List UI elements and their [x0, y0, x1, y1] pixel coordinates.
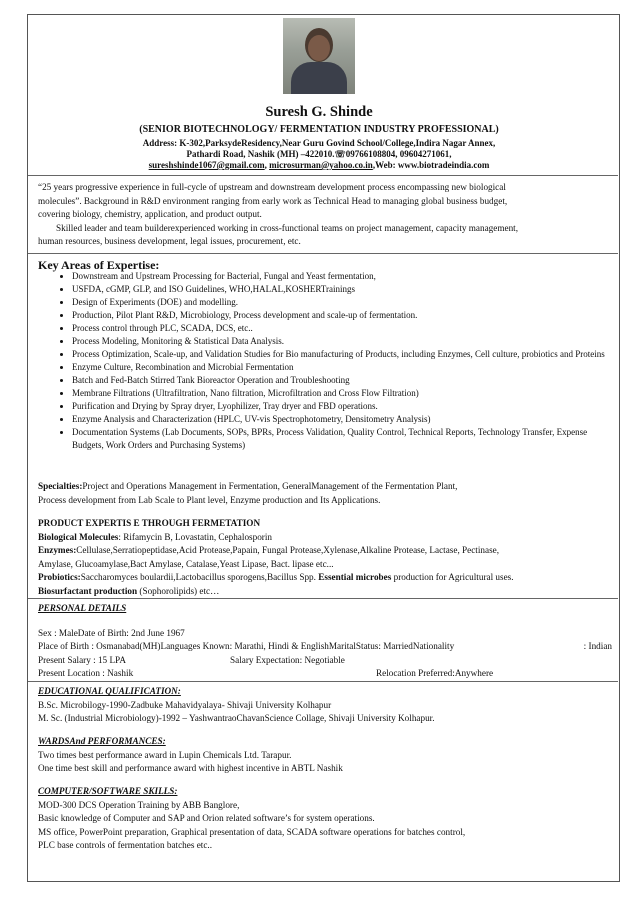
list-item: • Enzyme Culture, Recombination and Microbial Fermentation	[72, 361, 612, 374]
list-item: • Batch and Fed-Batch Stirred Tank Bioreactor Operation and Troubleshooting	[72, 374, 612, 387]
list-item: • Membrane Filtrations (Ultrafiltration, Nano filtration, Microfiltration and Cross Flow Filtration)	[72, 387, 612, 400]
list-item: • Process Modeling, Monitoring & Statistical Data Analysis.	[72, 335, 612, 348]
list-item: • Production, Pilot Plant R&D, Microbiology, Process development and scale-up of fermentation.	[72, 309, 612, 322]
expertise-heading: Key Areas of Expertise:	[38, 258, 160, 272]
list-item: • Documentation Systems (Lab Documents, SOPs, BPRs, Process Validation, Quality Control, Technical Reports, Technology Transfer, Expense Budgets, Work Orders and Purchasing Systems)	[72, 426, 612, 452]
candidate-name: Suresh G. Shinde	[265, 104, 373, 120]
list-item: • USFDA, cGMP, GLP, and ISO Guidelines, WHO,HALAL,KOSHERTrainings	[72, 283, 612, 296]
website: Web: www.biotradeindia.com	[375, 160, 490, 170]
email-link-1[interactable]: sureshshinde1067@gmail.com	[148, 160, 265, 170]
divider	[28, 253, 618, 254]
summary: “25 years progressive experience in full-cycle of upstream and downstream development process encompassing new biological molecules”. Background in R&D environment ranging from early work as Technical Head to managing global business budget, covering biology, chemistry, application, and product output. Skilled leader and team builderexperienced working in cross-functional teams on project management, capacity management, human resources, business development, legal issues, procurement, etc.	[38, 182, 519, 247]
awards: WARDSAnd PERFORMANCES: Two times best performance award in Lupin Chemicals Ltd. Tarapur. One time best skill and performance award with highest incentive in ABTL Nashik	[38, 736, 343, 774]
list-item: • Purification and Drying by Spray dryer, Lyophilizer, Tray dryer and FBD operations.	[72, 400, 612, 413]
list-item: • Enzyme Analysis and Characterization (HPLC, UV-vis Spectrophotometry, Densitometry Analysis)	[72, 413, 612, 426]
list-item: • Downstream and Upstream Processing for Bacterial, Fungal and Yeast fermentation,	[72, 270, 612, 283]
computer-skills: COMPUTER/SOFTWARE SKILLS: MOD-300 DCS Operation Training by ABB Banglore, Basic knowledge of Computer and SAP and Orion related software’s for system operations. MS office, PowerPoint preparation, Graphical presentation of data, SCADA software operations for batches control, PLC base controls of fermentation batches etc..	[38, 786, 466, 851]
expertise-list	[58, 270, 612, 452]
specialties: Specialties:Project and Operations Management in Fermentation, GeneralManagement of the Fermentation Plant, Process development from Lab Scale to Plant level, Enzyme production and Its Applications.	[38, 481, 458, 505]
contact-line: sureshshinde1067@gmail.com, microsurman@yahoo.co.in,Web: www.biotradeindia.com	[148, 160, 490, 170]
divider	[28, 598, 618, 599]
personal-details: PERSONAL DETAILS Sex : MaleDate of Birth: 2nd June 1967 Place of Birth : Osmanabad(MH)Languages Known: Marathi, Hindi & EnglishMaritalStatus: MarriedNationality : Indian Present Salary : 15 LPA Salary Expectation: Negotiable Present Location : Nashik Relocation Preferred:Anywhere	[38, 603, 612, 679]
professional-title: (SENIOR BIOTECHNOLOGY/ FERMENTATION INDUSTRY PROFESSIONAL)	[139, 124, 499, 135]
divider	[28, 681, 618, 682]
profile-photo	[283, 18, 355, 94]
list-item: • Design of Experiments (DOE) and modelling.	[72, 296, 612, 309]
product-expertise: PRODUCT EXPERTIS E THROUGH FERMETATION Biological Molecules: Rifamycin B, Lovastatin, Cephalosporin Enzymes:Cellulase,Serratiopeptidase,Acid Protease,Papain, Fungal Protease,Xylenase,Alkaline Protease, Lactase, Pectinase, Amylase, Glucoamylase,Bact Amylase, Catalase,Yeast Lipase, Bact. lipase etc... Probiotics:Saccharomyces boulardii,Lactobacillus sporogens,Bacillus Spp. Essential microbes production for Agricultural uses. Biosurfactant production (Sophorolipids) etc…	[38, 518, 514, 596]
education: EDUCATIONAL QUALIFICATION: B.Sc. Microbilogy-1990-Zadbuke Mahavidyalaya- Shivaji University Kolhapur M. Sc. (Industrial Microbiology)-1992 – YashwantraoChavanScience Collage, Shivaji University Kolhapur.	[38, 686, 435, 724]
list-item: • Process Optimization, Scale-up, and Validation Studies for Bio manufacturing of Products, including Enzymes, Cell culture, probiotics and Proteins	[72, 348, 612, 361]
list-item: • Process control through PLC, SCADA, DCS, etc..	[72, 322, 612, 335]
address-line-2: Pathardi Road, Nashik (MH) –422010.☏09766108804, 09604271061,	[186, 149, 452, 159]
divider	[28, 175, 618, 176]
email-link-2[interactable]: microsurman@yahoo.co.in	[269, 160, 373, 170]
address-line-1: Address: K-302,ParksydeResidency,Near Guru Govind School/College,Indira Nagar Annex,	[142, 138, 496, 148]
